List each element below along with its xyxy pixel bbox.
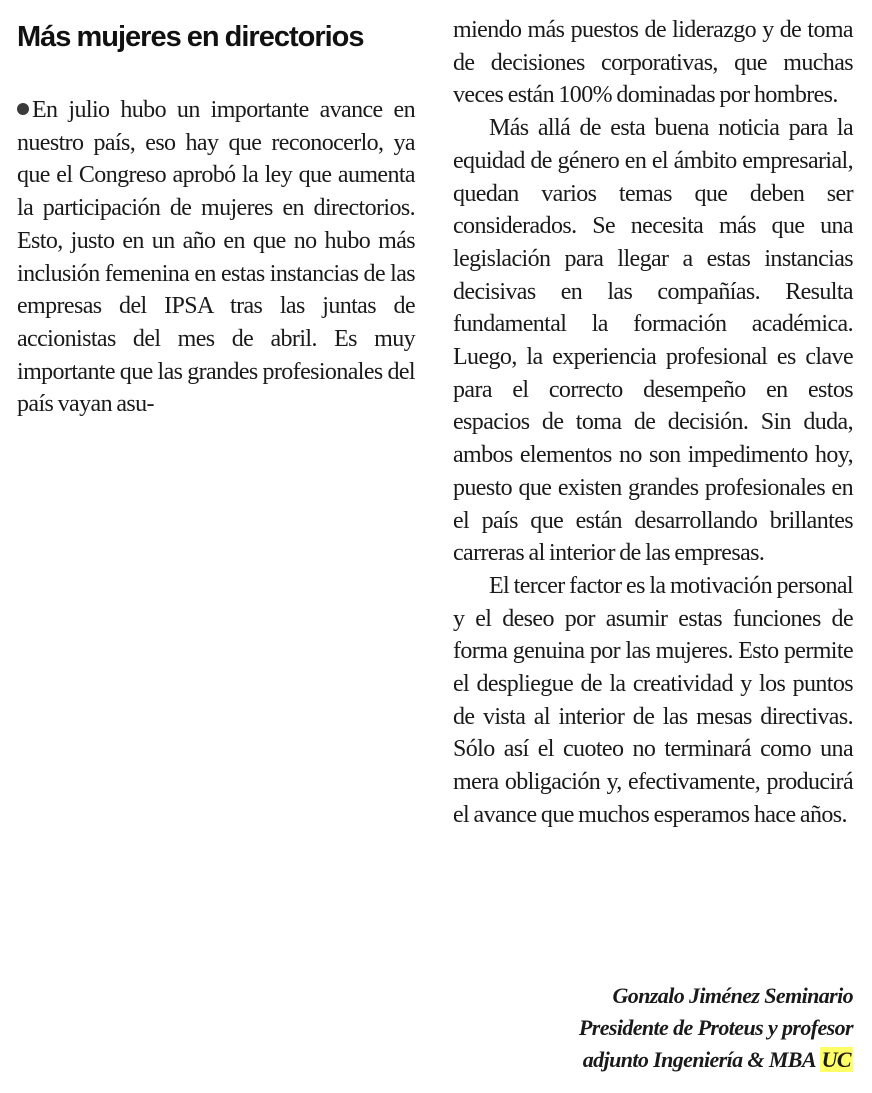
author-role-line-2 bbox=[579, 1044, 853, 1076]
author-role-line-2-text: adjunto Ingeniería & MBA bbox=[582, 1047, 815, 1072]
right-column bbox=[453, 0, 853, 832]
article-paragraph-1-text: En julio hubo un importante avance en nuestro país, eso hay que reconocerlo, ya que el Congreso aprobó la ley que aumenta la participación de mujeres en directorios. Esto, justo en un año en que no hubo más inclusión femenina en estas instancias de las empresas del IPSA tras las juntas de accionistas del mes de abril. Es muy importante que las grandes profesionales del país vayan asu- bbox=[17, 97, 415, 418]
left-column bbox=[17, 0, 415, 421]
author-role-line-1: Presidente de Proteus y profesor bbox=[578, 1015, 853, 1040]
article-paragraph-continued: miendo más puestos de liderazgo y de toma de decisiones corporativas, que muchas veces están 100% dominadas por hombres. bbox=[453, 17, 853, 109]
highlighted-term: UC bbox=[821, 1047, 851, 1072]
article-paragraph-3: El tercer factor es la motivación personal y el deseo por asumir estas funciones de forma genuina por las mujeres. Esto permite el despliegue de la creatividad y los puntos de vista al interior de las mesas directivas. Sólo así el cuoteo no terminará como una mera obligación y, efectivamente, producirá el avance que muchos esperamos hace años. bbox=[453, 572, 853, 828]
article-paragraph-2: Más allá de esta buena noticia para la equidad de género en el ámbito empresarial, quedan varios temas que deben ser considerados. Se necesita más que una legislación para llegar a estas instancias decisivas en las compañías. Resulta fundamental la formación académica. Luego, la experiencia profesional es clave para el correcto desempeño en estos espacios de toma de decisión. Sin duda, ambos elementos no son impedimento hoy, puesto que existen grandes profesionales en el país que están desarrollando brillantes carreras al interior de las empresas. bbox=[453, 115, 853, 567]
author-name: Gonzalo Jiménez Seminario bbox=[612, 983, 853, 1008]
author-signature bbox=[579, 980, 853, 1076]
bullet-icon bbox=[17, 103, 29, 115]
article-title: Más mujeres en directorios bbox=[17, 21, 364, 53]
article-paragraph-1 bbox=[17, 94, 415, 421]
